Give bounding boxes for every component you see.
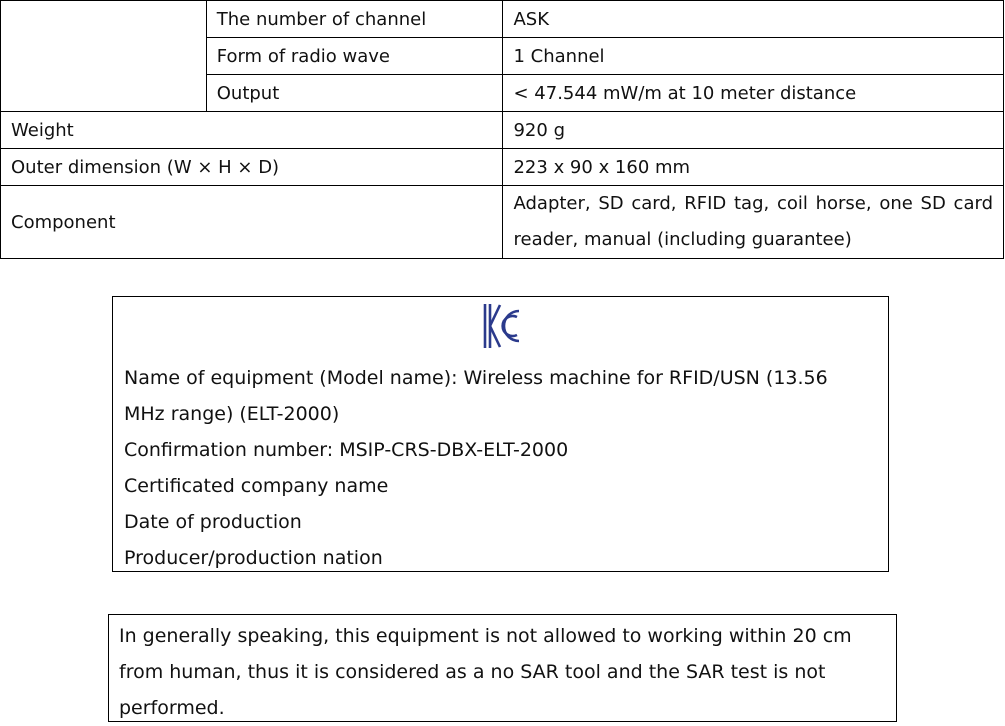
sar-note-box xyxy=(108,614,897,722)
company-name-line: Certificated company name xyxy=(124,475,389,497)
specification-table xyxy=(0,0,1004,259)
spec-value: ASK xyxy=(503,1,1004,38)
production-nation-line: Producer/production nation xyxy=(124,547,383,569)
sar-note-text: In generally speaking, this equipment is not allowed to working within 20 cm from human, thus it is considered as a no SAR tool and the SAR test is not performed. xyxy=(119,625,852,719)
table-row xyxy=(1,1,1004,38)
spec-label: The number of channel xyxy=(206,1,503,38)
spec-value: 223 x 90 x 160 mm xyxy=(503,149,1004,186)
table-row xyxy=(1,149,1004,186)
spec-label: Outer dimension (W × H × D) xyxy=(1,149,503,186)
spec-label: Output xyxy=(206,75,503,112)
kc-mark-svg xyxy=(483,301,521,351)
kc-mark-icon xyxy=(483,301,521,351)
table-row xyxy=(1,112,1004,149)
production-date-line: Date of production xyxy=(124,511,302,533)
certification-lines xyxy=(124,360,854,576)
empty-merged-cell xyxy=(1,1,207,112)
certification-label-box xyxy=(112,296,889,572)
table-row xyxy=(1,186,1004,259)
spec-label: Weight xyxy=(1,112,503,149)
spec-value: < 47.544 mW/m at 10 meter distance xyxy=(503,75,1004,112)
spec-label: Component xyxy=(1,186,503,259)
spec-value: 920 g xyxy=(503,112,1004,149)
spec-value: Adapter, SD card, RFID tag, coil horse, one SD card reader, manual (including guarantee) xyxy=(503,186,1004,259)
equipment-name-line: Name of equipment (Model name): Wireless machine for RFID/USN (13.56 MHz range) (ELT-2000) xyxy=(124,367,828,425)
spec-label: Form of radio wave xyxy=(206,38,503,75)
spec-value: 1 Channel xyxy=(503,38,1004,75)
confirmation-number-line: Confirmation number: MSIP-CRS-DBX-ELT-2000 xyxy=(124,439,569,461)
